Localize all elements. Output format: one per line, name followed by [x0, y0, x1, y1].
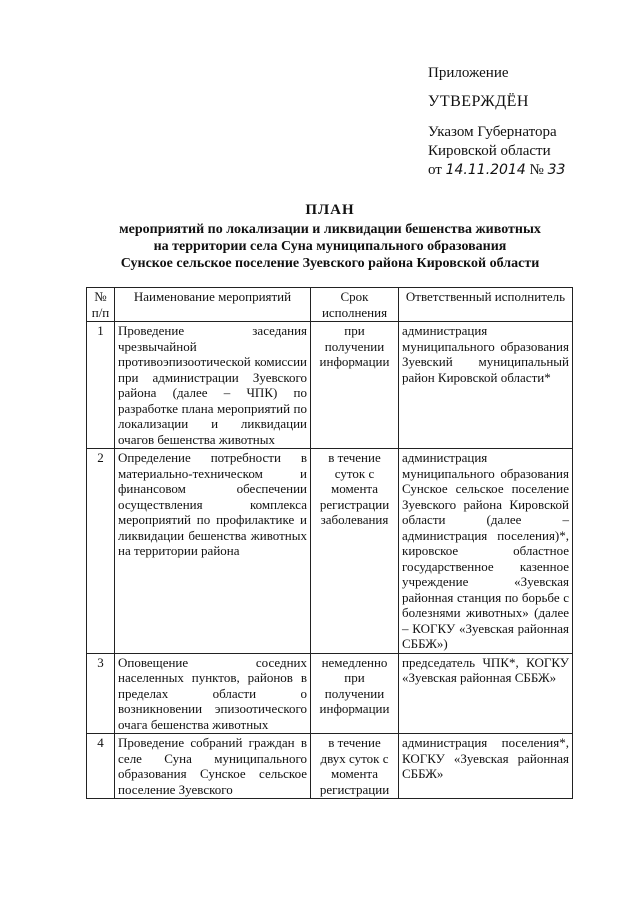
measures-table [86, 287, 573, 799]
row-term: в течение суток с момента регистрации заболевания [311, 449, 399, 654]
date-prefix: от [428, 162, 442, 178]
row-executor: администрация муниципального образования Сунское сельское поселение Зуевского района Кировской области (далее – администрация поселения)*, кировское областное государственное казенное учреждение «Зуевская районная станция по борьбе с болезнями животных» (далее – КОГКУ «Зуевская районная СББЖ») [399, 449, 573, 654]
row-executor: администрация поселения*, КОГКУ «Зуевская районная СББЖ» [399, 734, 573, 799]
row-executor: председатель ЧПК*, КОГКУ «Зуевская районная СББЖ» [399, 653, 573, 734]
row-measure: Проведение собраний граждан в селе Суна муниципального образования Сунское сельское поселение Зуевского [115, 734, 311, 799]
handwritten-number: 33 [547, 162, 566, 178]
row-num: 4 [87, 734, 115, 799]
appendix-label: Приложение [428, 65, 509, 81]
table-row [87, 653, 573, 734]
table-row [87, 322, 573, 449]
row-num: 2 [87, 449, 115, 654]
row-num: 1 [87, 322, 115, 449]
row-term: немедленно при получении информации [311, 653, 399, 734]
title-line-3: Сунское сельское поселение Зуевского района Кировской области [120, 256, 540, 271]
header-name: Наименование мероприятий [115, 288, 311, 322]
table-row [87, 734, 573, 799]
header-executor: Ответственный исполнитель [399, 288, 573, 322]
row-measure: Оповещение соседних населенных пунктов, районов в пределах области о возникновении эпизоотического очага бешенства животных [115, 653, 311, 734]
plan-heading: ПЛАН [305, 202, 355, 218]
row-term: в течение двух суток с момента регистрации [311, 734, 399, 799]
header-term: Срок исполнения [311, 288, 399, 322]
row-num: 3 [87, 653, 115, 734]
document-title [60, 202, 600, 272]
row-term: при получении информации [311, 322, 399, 449]
approved-label: УТВЕРЖДЁН [428, 93, 529, 110]
decree-line-1: Указом Губернатора [428, 124, 557, 140]
table-row [87, 449, 573, 654]
decree-date-line [428, 161, 565, 180]
handwritten-date: 14.11.2014 [445, 162, 526, 178]
title-line-1: мероприятий по локализации и ликвидации бешенства животных [119, 222, 541, 237]
number-prefix: № [529, 162, 544, 178]
row-executor: администрация муниципального образования Зуевский муниципальный район Кировской области* [399, 322, 573, 449]
row-measure: Определение потребности в материально-техническом и финансовом обеспечении осуществления комплекса мероприятий по профилактике и ликвидации бешенства животных на территории района [115, 449, 311, 654]
table-header-row [87, 288, 573, 322]
title-line-2: на территории села Суна муниципального образования [153, 239, 507, 254]
header-num: № п/п [87, 288, 115, 322]
row-measure: Проведение заседания чрезвычайной противоэпизоотической комиссии при администрации Зуевского района (далее – ЧПК) по разработке плана мероприятий по локализации и ликвидации очагов бешенства животных [115, 322, 311, 449]
decree-line-2: Кировской области [428, 143, 551, 159]
approval-block [428, 64, 565, 180]
